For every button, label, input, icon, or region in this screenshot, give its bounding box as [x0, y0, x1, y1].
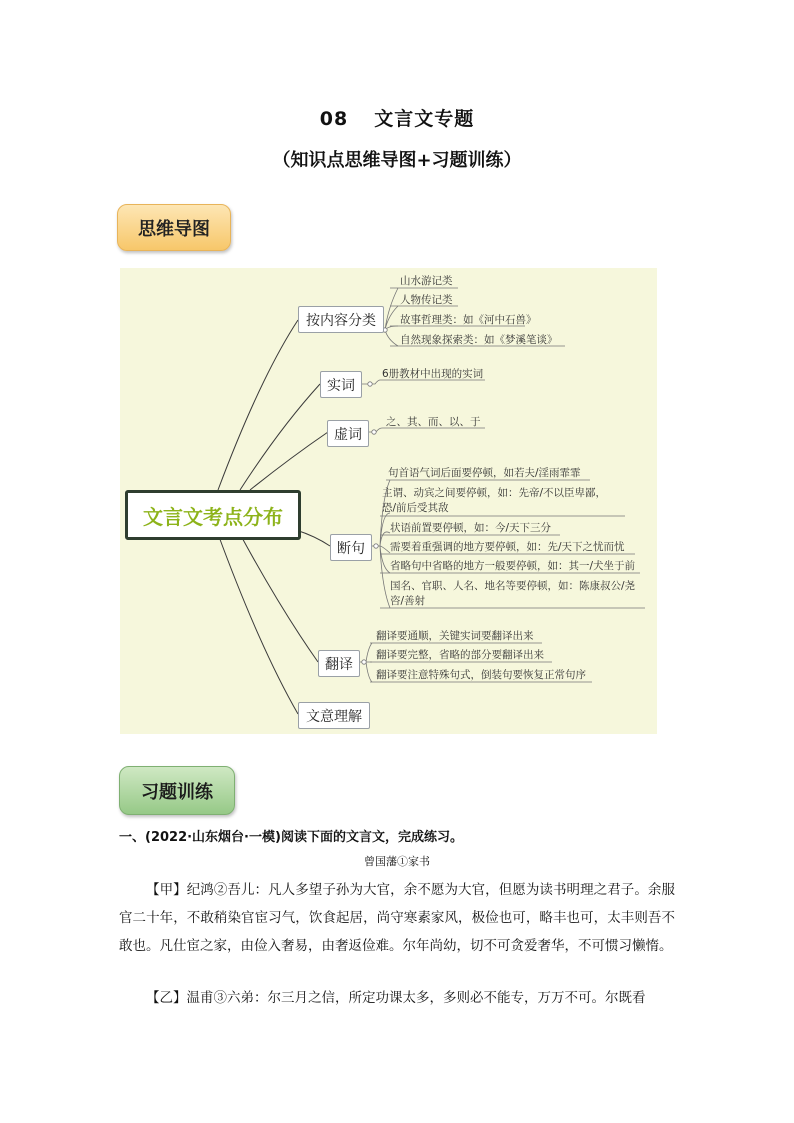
- branch-function-words: 虚词: [327, 420, 369, 447]
- mind-map: [120, 268, 657, 734]
- connector-content: [218, 320, 298, 490]
- leaf-xuci-1: 之、其、而、以、于: [386, 416, 481, 428]
- connector-wenyi: [218, 534, 298, 714]
- leaf-content-2: 人物传记类: [400, 294, 453, 306]
- connector-fanyi: [240, 534, 318, 662]
- mindmap-section-badge: 思维导图: [117, 204, 231, 251]
- branch-translation: 翻译: [318, 650, 360, 677]
- leaf-content-1: 山水游记类: [400, 275, 453, 287]
- leaf-duanju-1: 句首语气词后面要停顿，如若夫/淫雨霏霏: [388, 467, 581, 479]
- leaf-content-3: 故事哲理类：如《河中石兽》: [400, 314, 537, 326]
- connector-shici: [240, 384, 320, 490]
- leaf-duanju-7: 国名、官职、人名、地名等要停顿，如：陈康叔公/尧: [390, 580, 636, 592]
- leaf-duanju-6: 省略句中省略的地方一般要停顿，如：其一/犬坐于前: [390, 560, 636, 572]
- leaf-duanju-4: 状语前置要停顿，如：今/天下三分: [390, 522, 552, 534]
- question-heading: 一、(2022·山东烟台·一模)阅读下面的文言文，完成练习。: [119, 830, 463, 845]
- branch-comprehension: 文意理解: [298, 702, 370, 729]
- leaf-shici-1: 6册教材中出现的实词: [382, 368, 484, 380]
- leaf-duanju-5: 需要着重强调的地方要停顿，如：先/天下之忧而忧: [390, 541, 625, 553]
- leaf-duanju-2: 主谓、动宾之间要停顿，如：先帝/不以臣卑鄙，: [382, 487, 607, 499]
- document-subtitle: （知识点思维导图+习题训练）: [272, 150, 522, 171]
- passage-paragraph-a: 【甲】纪鸿②吾儿：凡人多望子孙为大官，余不愿为大官，但愿为读书明理之君子。余服官二十年，不敢稍染官宦习气，饮食起居，尚守寒素家风，极俭也可，略丰也可，太丰则吾不敢也。凡仕宦之家，由俭入奢易，由奢返俭难。尔年尚幼，切不可贪爱奢华，不可惯习懒惰。: [119, 882, 675, 954]
- leaf-fanyi-1: 翻译要通顺，关键实词要翻译出来: [376, 630, 534, 642]
- central-topic: 文言文考点分布: [125, 490, 301, 540]
- document-title: [0, 104, 794, 131]
- branch-sentence-breaking: 断句: [330, 534, 372, 561]
- leaf-fanyi-3: 翻译要注意特殊句式，倒装句要恢复正常句序: [376, 669, 586, 681]
- chapter-number: 08: [319, 108, 349, 130]
- connector-duanju: [296, 530, 330, 546]
- passage-paragraph-b: 【乙】温甫③六弟：尔三月之信，所定功课太多，多则必不能专，万万不可。尔既看: [146, 990, 646, 1006]
- leaf-fanyi-2: 翻译要完整，省略的部分要翻译出来: [376, 649, 544, 661]
- exercise-section-badge: 习题训练: [119, 766, 235, 815]
- leaf-content-4: 自然现象探索类：如《梦溪笔谈》: [400, 334, 558, 346]
- leaf-duanju-3: 恐/前后受其敌: [382, 502, 449, 514]
- connector-xuci: [250, 432, 328, 490]
- branch-notional-words: 实词: [320, 371, 362, 398]
- chapter-title: 文言文专题: [374, 108, 475, 130]
- leaf-duanju-8: 咨/善射: [390, 595, 426, 607]
- passage-title: 曾国藩①家书: [364, 855, 430, 868]
- branch-content-classification: 按内容分类: [298, 306, 384, 333]
